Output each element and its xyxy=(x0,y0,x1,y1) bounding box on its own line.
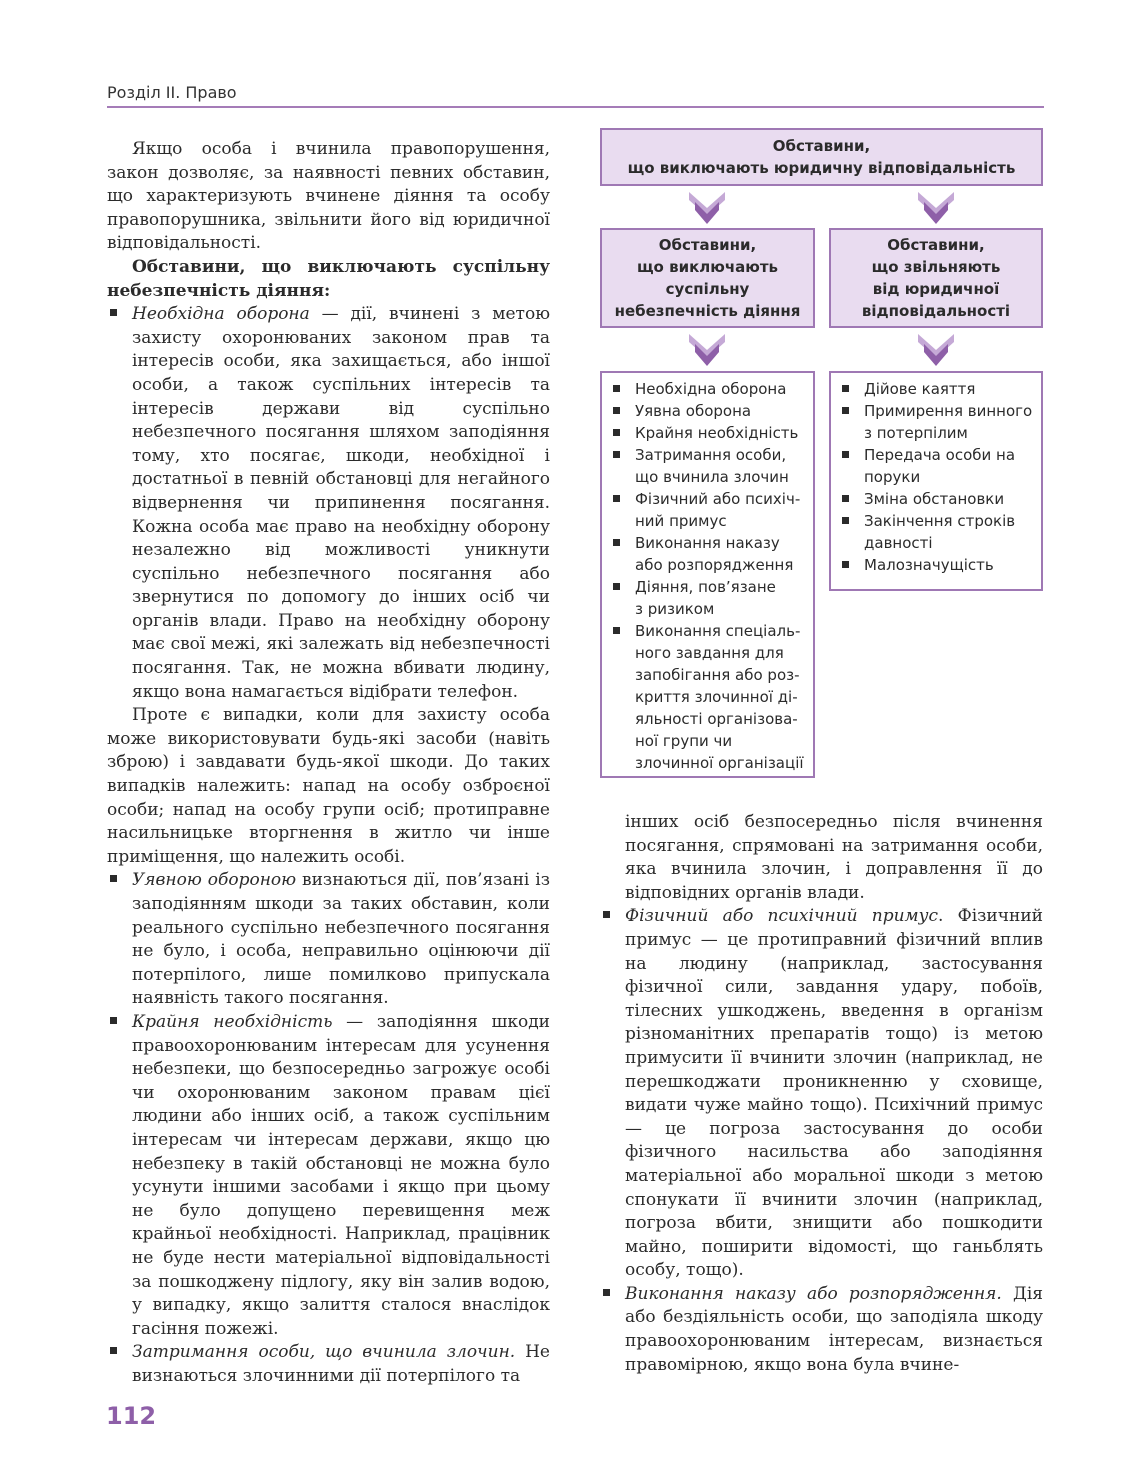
bullet-icon xyxy=(842,495,849,502)
bullet-icon xyxy=(603,911,610,918)
list-item-label: Уявна оборона xyxy=(635,402,752,420)
list-item-label: Фізичний або психіч- ний примус xyxy=(635,490,801,530)
diagram-left-box xyxy=(600,228,815,328)
list-item xyxy=(839,400,1033,444)
list-item xyxy=(839,378,1033,400)
definition: — дії, вчинені з метою захисту охоронюваних законом прав та інтересів особи, яка захищається, або іншої особи, а також суспільних інтересів та інтересів держави від суспільно небезпечного посягання шляхом заподіяння тому, хто посягає, шкоди, необхідної і достатньої в певній обстановці для негайного відвернення чи припинення посягання. Кожна особа має право на необхідну оборону незалежно від можливості уникнути суспільно небезпечного посягання або звернутися по допомогу до інших осіб чи органів влади. Право на необхідну оборону має свої межі, які залежать від небезпечності посягання. Так, не можна вбивати людину, якщо вона намагається відібрати телефон. xyxy=(132,304,550,702)
continuation-paragraph: Проте є випадки, коли для захисту особа може використовувати будь-які засоби (навіть зброю) і завдавати будь-якої шкоди. До таких випадків належить: напад на особу озброєної особи; напад на особу групи осіб; протиправне насильницьке вторгнення в житло чи інше приміщення, що належить особі. xyxy=(107,705,550,867)
list-item xyxy=(610,444,805,488)
bullet-icon xyxy=(613,583,620,590)
bullet-icon xyxy=(613,495,620,502)
left-text-column xyxy=(107,138,550,1388)
list-item-label: Виконання наказу або розпорядження xyxy=(635,534,794,574)
bullet-icon xyxy=(603,1289,610,1296)
list-item-label: Примирення винного з потерпілим xyxy=(864,402,1033,442)
term: Затримання особи, що вчинила злочин. xyxy=(132,1342,516,1363)
down-arrow-icon xyxy=(687,332,727,368)
bullet-icon xyxy=(613,451,620,458)
diagram-top-box xyxy=(600,128,1043,186)
bullet-icon xyxy=(110,1017,117,1024)
intro-paragraph: Якщо особа і вчинила правопорушення, закон дозволяє, за наявності певних обставин, що характеризують вчинене діяння та особу правопорушника, звільнити його від юридичної відповідальності. xyxy=(107,139,550,254)
list-item-label: Виконання спеціаль- ного завдання для запобігання або роз- криття злочинної ді- яльності організова- ної групи чи злочинної організації xyxy=(635,622,804,772)
list-item-label: Діяння, пов’язане з ризиком xyxy=(635,578,776,618)
running-header: Розділ ІІ. Право xyxy=(107,83,237,102)
list-item xyxy=(839,488,1033,510)
list-item xyxy=(610,576,805,620)
down-arrow-icon xyxy=(916,332,956,368)
term: Необхідна оборона xyxy=(132,304,310,325)
list-item-label: Дійове каяття xyxy=(864,380,976,398)
term: Фізичний або психічний примус xyxy=(625,906,939,927)
list-item-label: Малозначущість xyxy=(864,556,994,574)
term: Виконання наказу або розпорядження. xyxy=(625,1283,1002,1304)
definition: Не визнаються злочинними дії потерпілого та xyxy=(132,1342,550,1386)
list-item xyxy=(610,378,805,400)
header-rule xyxy=(107,106,1044,108)
down-arrow-icon xyxy=(687,190,727,226)
term: Уявною обороною xyxy=(132,870,297,891)
list-item xyxy=(839,510,1033,554)
bullet-icon xyxy=(110,875,117,882)
list-item xyxy=(610,532,805,576)
diagram-left-label: Обставини, що виключають суспільну небезпечність діяння xyxy=(614,236,801,320)
bullet-icon xyxy=(842,561,849,568)
right-text-column xyxy=(600,811,1043,1377)
list-item xyxy=(610,620,805,774)
bullet-icon xyxy=(110,1347,117,1354)
list-item-label: Необхідна оборона xyxy=(635,380,787,398)
subheading: Обставини, що виключають суспільну небезпечність діяння: xyxy=(107,256,550,301)
bullet-icon xyxy=(842,385,849,392)
list-item-label: Затримання особи, що вчинила злочин xyxy=(635,446,789,486)
list-item xyxy=(610,400,805,422)
list-item xyxy=(839,444,1033,488)
list-item-detention xyxy=(107,1341,550,1388)
continuation-paragraph: інших осіб безпосередньо після вчинення посягання, спрямовані на затримання особи, яка вчинила злочин, і доправлення її до відповідних органів влади. xyxy=(625,812,1043,903)
list-item-extreme-necessity xyxy=(107,1011,550,1341)
list-item-label: Крайня необхідність xyxy=(635,424,799,442)
diagram-right-list xyxy=(829,371,1043,591)
list-item xyxy=(610,422,805,444)
diagram-right-box xyxy=(829,228,1043,328)
bullet-icon xyxy=(842,517,849,524)
bullet-icon xyxy=(613,539,620,546)
definition: . Фізичний примус — це протиправний фізичний вплив на людину (наприклад, застосування фізичної сили, завдання удару, побоїв, тілесних ушкоджень, введення в організм різноманітних препаратів тощо) із метою примусити її вчинити злочин (наприклад, не перешкоджати проникненню у сховище, видати чуже майно тощо). Психічний примус — це погроза застосування до особи фізичного насильства або заподіяння матеріальної або моральної шкоди з метою спонукати її вчинити злочин (наприклад, погроза вбити, знищити або пошкодити майно, поширити відомості, що ганьблять особу, тощо). xyxy=(625,906,1043,1281)
bullet-icon xyxy=(110,309,117,316)
definition: — заподіяння шкоди правоохоронюваним інтересам для усунення небезпеки, що безпосередньо загрожує особі чи охоронюваним законом правам цієї людини або інших осіб, а також суспільним інтересам чи інтересам держави, якщо цю небезпеку в такій обстановці не можна було усунути іншими засобами і якщо при цьому не було допущено перевищення меж крайньої необхідності. Наприклад, працівник не буде нести матеріальної відповідальності за пошкоджену підлогу, яку він залив водою, у випадку, якщо залиття сталося внаслідок гасіння пожежі. xyxy=(132,1011,550,1339)
bullet-icon xyxy=(613,429,620,436)
bullet-icon xyxy=(613,385,620,392)
definition: Дія або бездіяльність особи, що заподіяла шкоду правоохоронюваним інтересам, визнається правомірною, якщо вона була вчине- xyxy=(625,1283,1044,1375)
list-item xyxy=(610,488,805,532)
list-item-necessary-defence xyxy=(107,303,550,869)
list-item-label: Зміна обстановки xyxy=(864,490,1005,508)
page-number: 112 xyxy=(106,1402,157,1430)
definition: визнаються дії, пов’язані із заподіянням шкоди за таких обставин, коли реального суспільно небезпечного посягання не було, і особа, неправильно оцінюючи дії потерпілого, лише помилково припускала наявність такого посягання. xyxy=(132,870,550,1009)
diagram-top-label: Обставини, що виключають юридичну відповідальність xyxy=(627,137,1016,177)
list-item-imaginary-defence xyxy=(107,869,550,1011)
diagram-right-label: Обставини, що звільняють від юридичної відповідальності xyxy=(861,236,1011,320)
list-item-label: Передача особи на поруки xyxy=(864,446,1016,486)
bullet-icon xyxy=(613,407,620,414)
down-arrow-icon xyxy=(916,190,956,226)
bullet-icon xyxy=(613,627,620,634)
list-item-order-execution xyxy=(600,1283,1043,1377)
term: Крайня необхідність xyxy=(132,1011,333,1032)
diagram-left-list xyxy=(600,371,815,778)
bullet-icon xyxy=(842,407,849,414)
list-item xyxy=(839,554,1033,576)
list-item-label: Закінчення строків давності xyxy=(864,512,1016,552)
list-item-coercion xyxy=(600,905,1043,1283)
bullet-icon xyxy=(842,451,849,458)
